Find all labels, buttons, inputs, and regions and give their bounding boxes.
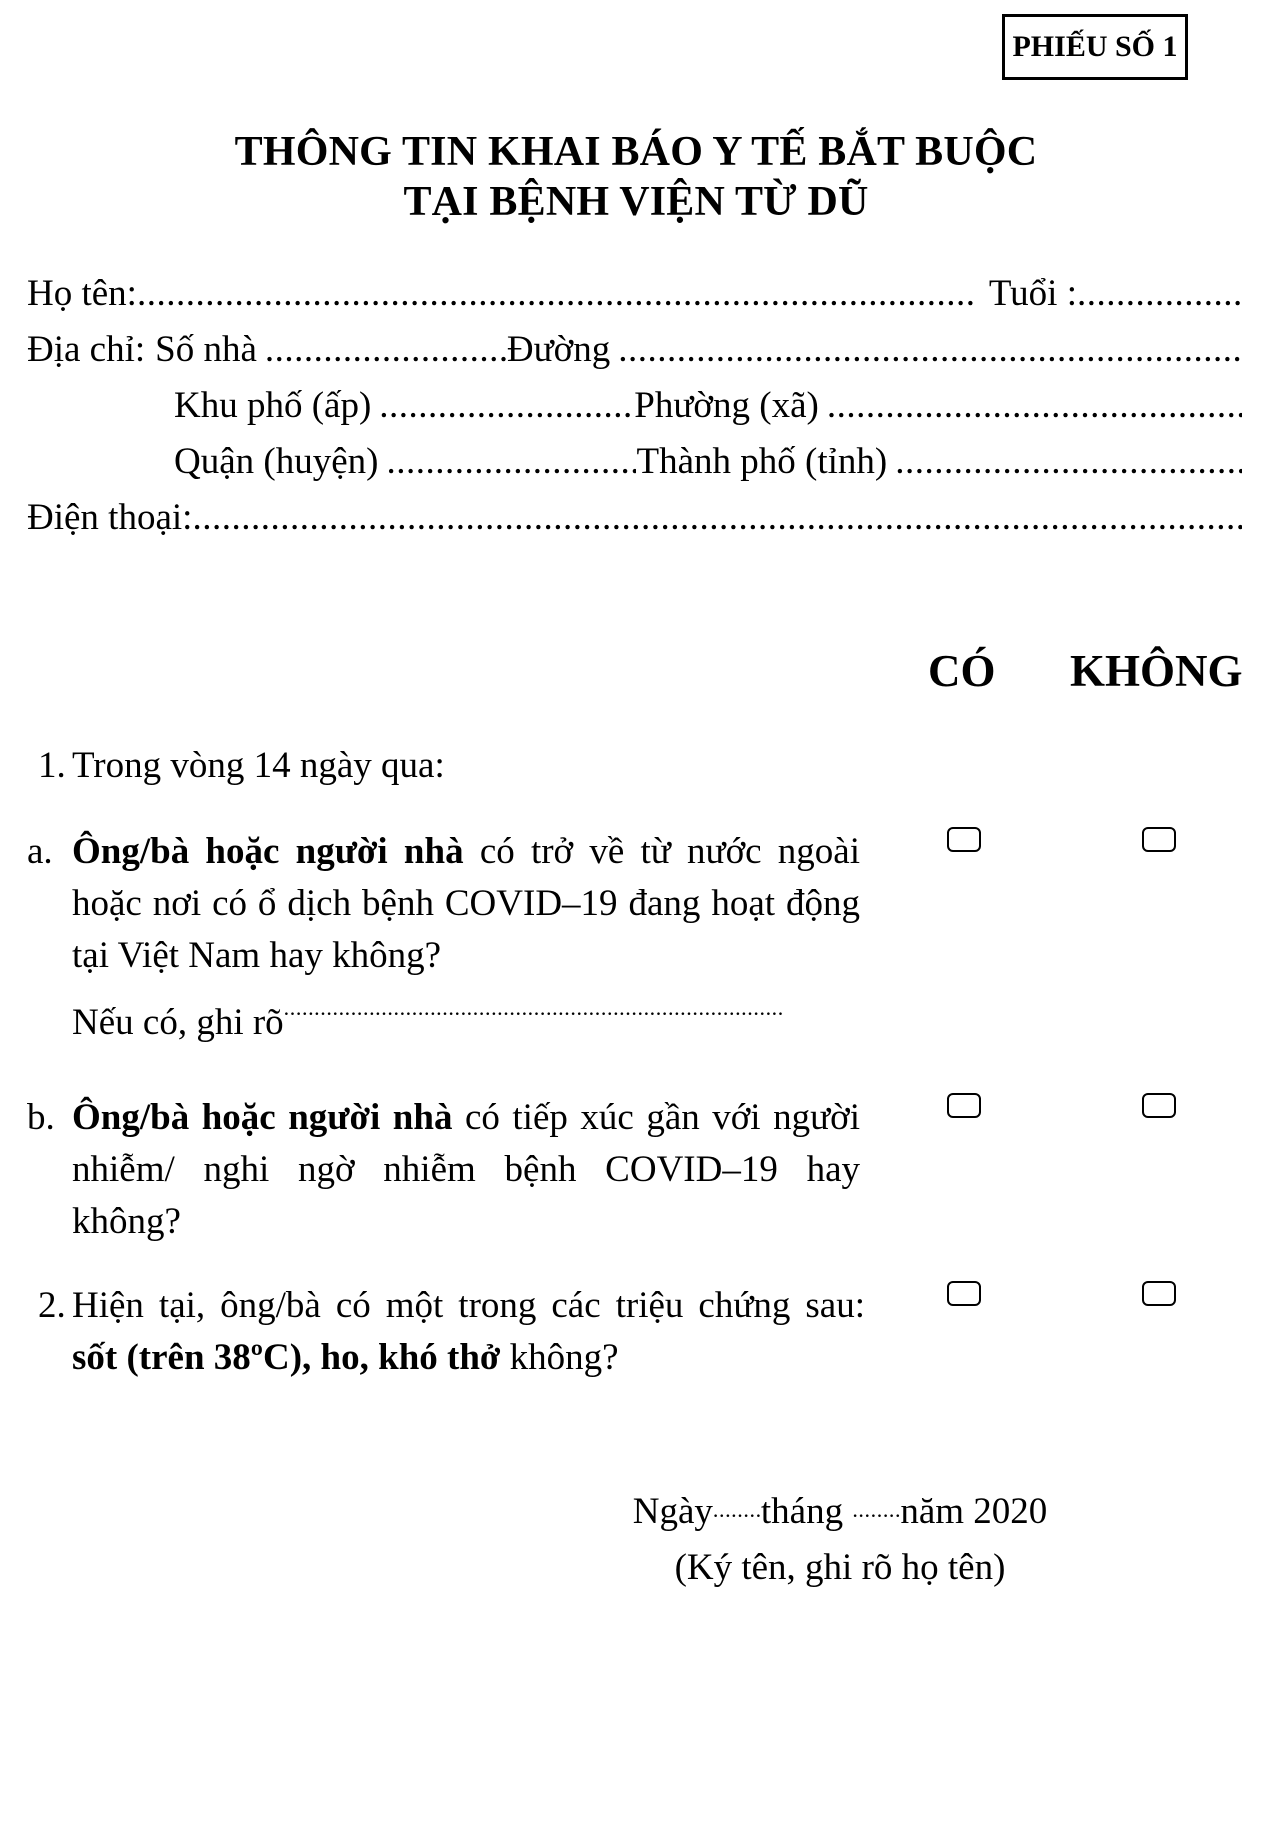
city-field[interactable] [895,440,1242,483]
quarter-label: Khu phố (ấp) [174,385,372,426]
question-1-marker: 1. [38,745,66,786]
month-field[interactable] [852,1497,900,1523]
form-title-line1: THÔNG TIN KHAI BÁO Y TẾ BẮT BUỘC [234,129,1038,175]
question-b-text [72,1092,860,1248]
question-2-text [72,1280,865,1384]
question-b-no-checkbox[interactable] [1142,1093,1176,1118]
question-a-marker: a. [27,831,53,872]
phone-label: Điện thoại: [27,497,193,538]
question-a-text [72,826,860,982]
question-b-yes-checkbox[interactable] [947,1093,981,1118]
street-label: Đường [506,329,611,370]
day-field[interactable] [713,1497,761,1523]
signature-date [520,1490,1160,1533]
question-b-body: có tiếp xúc gần với người nhiễm/ nghi ngờ nhiễm bệnh COVID–19 hay không? [72,1097,860,1242]
age-field[interactable] [1077,272,1242,315]
question-a-bold: Ông/bà hoặc người nhà [72,831,464,872]
quarter-field[interactable] [379,384,634,427]
month-label: tháng [760,1491,844,1532]
ward-label: Phường (xã) [634,385,819,426]
house-number-field[interactable] [265,328,507,371]
district-label: Quận (huyện) [174,441,379,482]
question-b-marker: b. [27,1097,55,1138]
form-title-line2: TẠI BỆNH VIỆN TỪ DŨ [403,179,869,225]
city-label: Thành phố (tỉnh) [636,441,888,482]
address-row-2 [174,384,1242,427]
question-2-yes-checkbox[interactable] [947,1281,981,1306]
phone-row [27,496,1242,539]
question-1-intro: Trong vòng 14 ngày qua: [72,745,445,786]
question-a-no-checkbox[interactable] [1142,827,1176,852]
question-2-body-end: không? [500,1337,619,1378]
question-a-body: có trở về từ nước ngoài hoặc nơi có ổ dịch bệnh COVID–19 đang hoạt động tại Việt Nam hay không? [72,831,861,976]
signature-note: (Ký tên, ghi rõ họ tên) [674,1547,1006,1588]
question-2-symptoms: sốt (trên 38ºC), ho, khó thở [72,1337,501,1378]
address-row-3 [174,440,1242,483]
year-label: năm 2020 [900,1491,1048,1532]
address-label: Địa chỉ: [27,329,146,370]
name-field[interactable] [137,272,975,315]
district-field[interactable] [386,440,636,483]
phone-field[interactable] [192,496,1242,539]
form-number-box: PHIẾU SỐ 1 [1002,14,1188,80]
question-2-no-checkbox[interactable] [1142,1281,1176,1306]
question-a-yes-checkbox[interactable] [947,827,981,852]
question-a-detail-field[interactable] [284,982,784,1034]
question-b-bold: Ông/bà hoặc người nhà [72,1097,453,1138]
question-a-detail-label: Nếu có, ghi rõ [72,1002,284,1043]
street-field[interactable] [618,328,1242,371]
day-label: Ngày [632,1491,713,1532]
house-number-label: Số nhà [155,329,257,370]
name-label: Họ tên: [27,273,137,314]
ward-field[interactable] [827,384,1242,427]
question-2-marker: 2. [38,1285,66,1326]
question-2-body-start: Hiện tại, ông/bà có một trong các triệu chứng sau: [72,1285,865,1326]
question-a-detail [72,982,784,1049]
address-row-1 [27,328,1242,371]
name-age-row [27,272,1242,315]
no-column-header: KHÔNG [1070,646,1243,696]
yes-column-header: CÓ [928,646,996,696]
age-label: Tuổi : [988,273,1077,314]
